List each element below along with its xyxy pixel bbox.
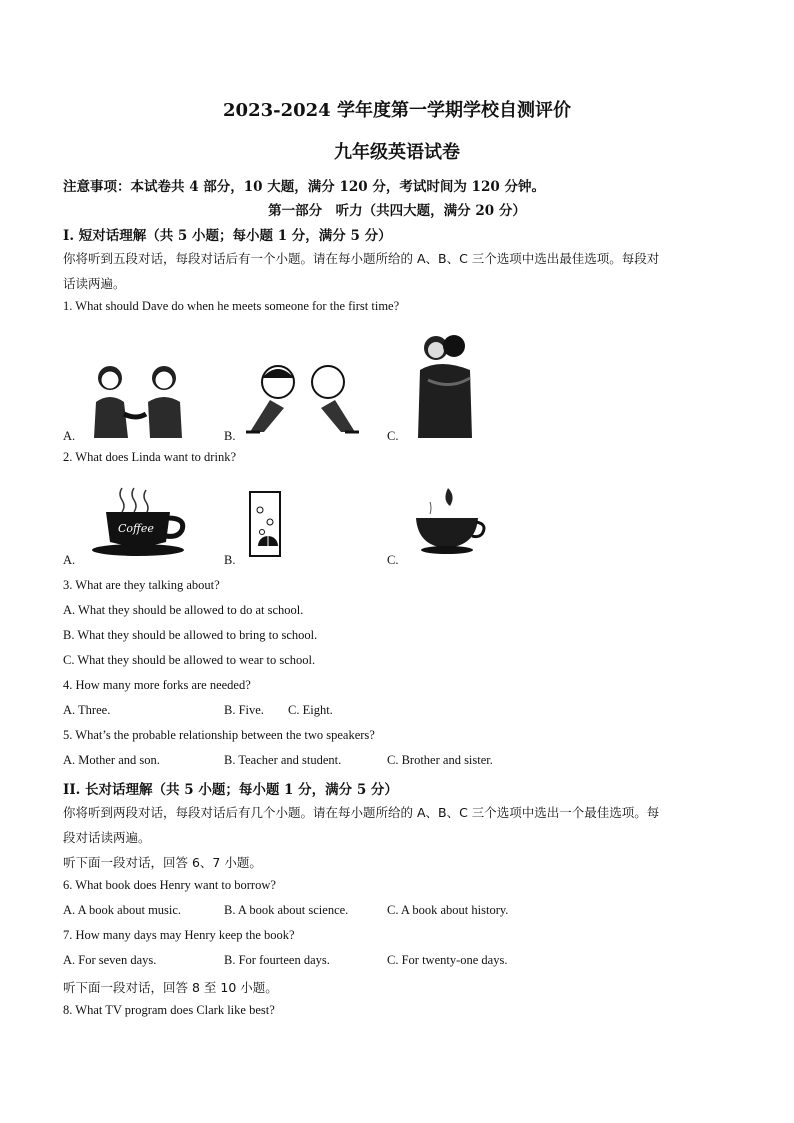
coffee-cup-picture <box>92 486 188 558</box>
hugging-picture <box>410 330 480 438</box>
coffee-label: Coffee <box>118 522 154 535</box>
q4-option-c: C. Eight. <box>288 703 333 717</box>
exam-notice: 注意事项：本试卷共 4 部分，10 大题，满分 120 分，考试时间为 120 分钟。 <box>63 179 545 195</box>
q1-option-b-label: B. <box>224 429 236 443</box>
q5-option-c: C. Brother and sister. <box>387 753 493 767</box>
question-8: 8. What TV program does Clark like best? <box>63 1003 275 1017</box>
question-4: 4. How many more forks are needed? <box>63 678 251 692</box>
section-one-instructions-line1: 你将听到五段对话，每段对话后有一个小题。请在每小题所给的 A、B、C 三个选项中选出最佳选项。每段对 <box>63 251 660 266</box>
question-7: 7. How many days may Henry keep the book? <box>63 928 295 942</box>
q7-option-b: B. For fourteen days. <box>224 953 330 967</box>
q5-option-b: B. Teacher and student. <box>224 753 342 767</box>
section-one-instructions-line2: 话读两遍。 <box>63 276 126 291</box>
dialogue-two-lead: 听下面一段对话，回答 8 至 10 小题。 <box>63 980 278 995</box>
question-6: 6. What book does Henry want to borrow? <box>63 878 276 892</box>
section-two-heading: II. 长对话理解（共 5 小题；每小题 1 分，满分 5 分） <box>63 782 398 798</box>
question-1: 1. What should Dave do when he meets someone for the first time? <box>63 299 400 313</box>
question-3: 3. What are they talking about? <box>63 578 220 592</box>
question-2: 2. What does Linda want to drink? <box>63 450 236 464</box>
q3-option-c: C. What they should be allowed to wear to school. <box>63 653 316 667</box>
question-5: 5. What’s the probable relationship between the two speakers? <box>63 728 375 742</box>
handshake-picture <box>88 358 188 438</box>
section-two-instructions-line2: 段对话读两遍。 <box>63 830 151 845</box>
q4-option-a: A. Three. <box>63 703 111 717</box>
q4-option-b: B. Five. <box>224 703 264 717</box>
dialogue-one-lead: 听下面一段对话，回答 6、7 小题。 <box>63 855 262 870</box>
q6-option-b: B. A book about science. <box>224 903 349 917</box>
part-one-heading: 第一部分 听力（共四大题，满分 20 分） <box>268 203 526 219</box>
q2-option-b-label: B. <box>224 553 236 567</box>
section-two-instructions-line1: 你将听到两段对话，每段对话后有几个小题。请在每小题所给的 A、B、C 三个选项中选出一个最佳选项。每 <box>63 805 660 820</box>
q3-option-a: A. What they should be allowed to do at school. <box>63 603 304 617</box>
bowing-picture <box>240 360 365 436</box>
q1-option-a-label: A. <box>63 429 76 443</box>
q7-option-c: C. For twenty-one days. <box>387 953 508 967</box>
exam-subtitle: 九年级英语试卷 <box>334 142 460 163</box>
q6-option-c: C. A book about history. <box>387 903 509 917</box>
q2-option-c-label: C. <box>387 553 399 567</box>
q5-option-a: A. Mother and son. <box>63 753 160 767</box>
q1-option-c-label: C. <box>387 429 399 443</box>
tea-cup-picture <box>410 486 486 556</box>
q6-option-a: A. A book about music. <box>63 903 182 917</box>
q3-option-b: B. What they should be allowed to bring to school. <box>63 628 318 642</box>
q2-option-a-label: A. <box>63 553 76 567</box>
exam-title: 2023-2024 学年度第一学期学校自测评价 <box>223 100 571 121</box>
section-one-heading: I. 短对话理解（共 5 小题；每小题 1 分，满分 5 分） <box>63 228 392 244</box>
lemonade-glass-picture <box>246 488 286 560</box>
q7-option-a: A. For seven days. <box>63 953 157 967</box>
